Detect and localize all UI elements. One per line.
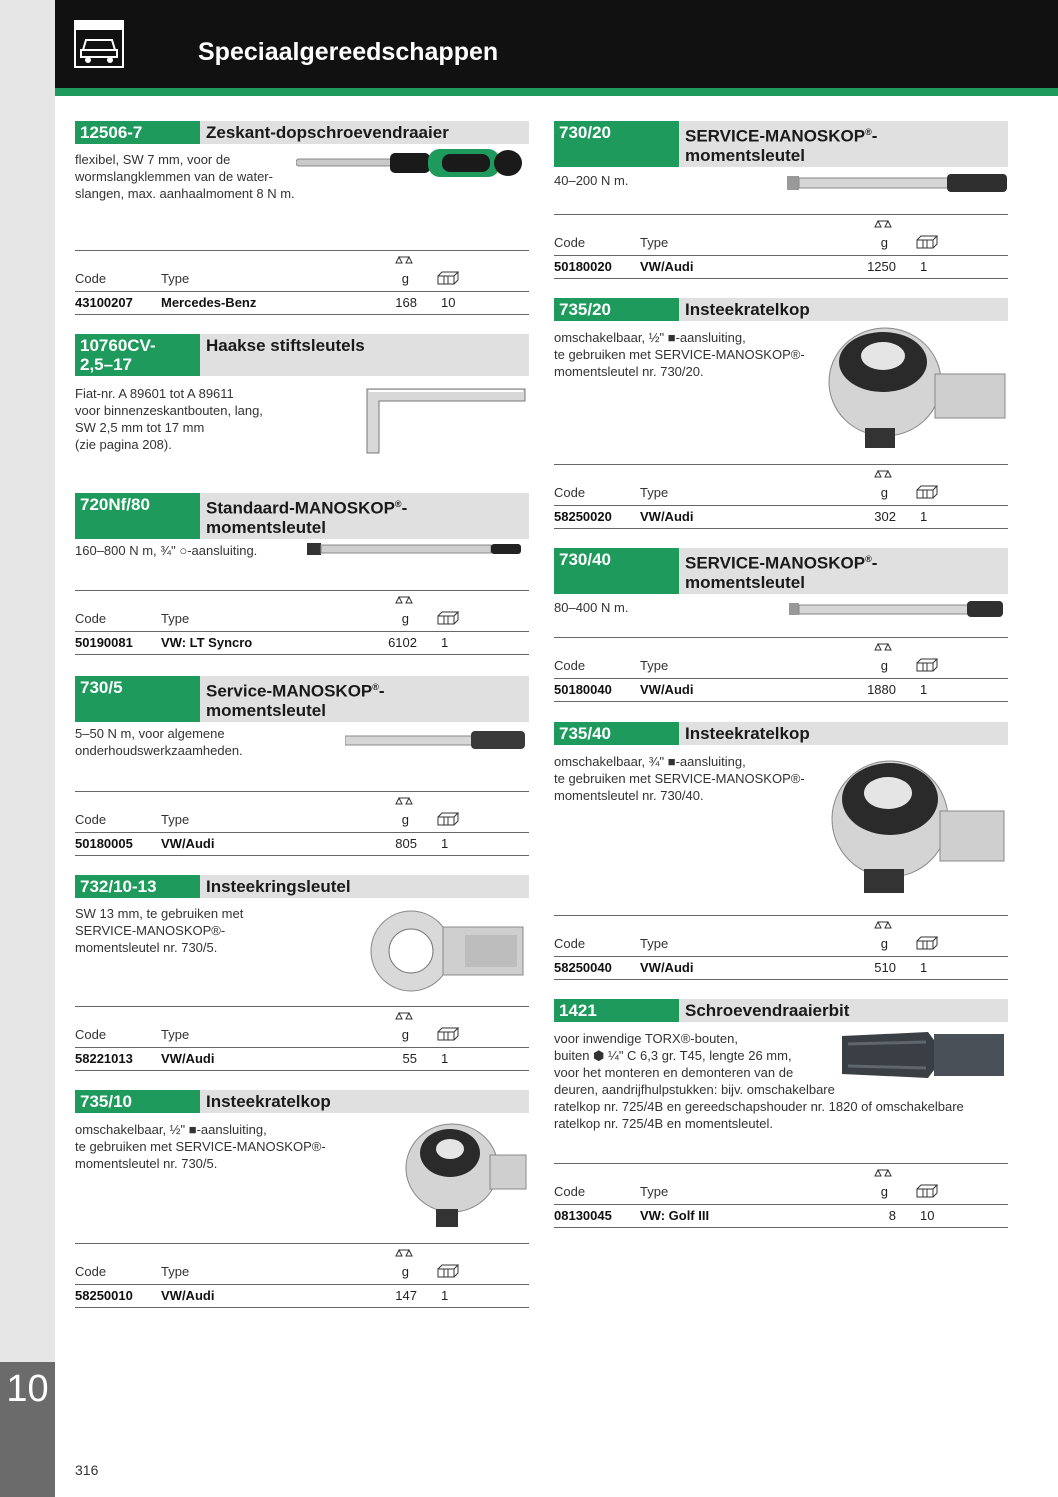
table-row: 50180040 VW/Audi 1880 1	[554, 679, 1008, 702]
table-row: 58221013 VW/Audi 55 1	[75, 1048, 529, 1071]
product-title: SERVICE-MANOSKOP®- momentsleutel	[679, 121, 1008, 167]
col-type: Type	[161, 271, 190, 286]
col-code: Code	[554, 658, 586, 673]
weight-icon	[395, 796, 413, 806]
col-code: Code	[554, 485, 586, 500]
chapter-number: 10	[6, 1368, 49, 1410]
product-title: Zeskant-dopschroevendraaier	[200, 121, 529, 144]
package-icon	[916, 235, 938, 249]
col-code: Code	[554, 235, 586, 250]
weight-icon	[395, 1011, 413, 1021]
col-code: Code	[554, 1184, 586, 1199]
product-code: 735/40	[554, 722, 679, 745]
product-code: 735/20	[554, 298, 679, 321]
table-row: 50190081 VW: LT Syncro 6102 1	[75, 632, 529, 655]
col-code: Code	[75, 1027, 107, 1042]
col-code: Code	[75, 271, 107, 286]
package-icon	[437, 1027, 459, 1041]
col-type: Type	[640, 658, 669, 673]
weight-icon	[874, 920, 892, 930]
weight-icon	[874, 1168, 892, 1178]
table-row: 08130045 VW: Golf III 8 10	[554, 1205, 1008, 1228]
table-row: 50180005 VW/Audi 805 1	[75, 833, 529, 856]
product-description: voor inwendige TORX®-bouten, buiten ⬢ ¼" C 6,3 gr. T45, lengte 26 mm, voor het monteren en demonteren van de deuren, aandrijfhulpstukken: bijv. omschakelbare ratelkop nr. 725/4B en gereedschapshouder nr. 1820 of omschakelbare ratelkop nr. 725/4B en momentsleutel.	[554, 1031, 964, 1131]
product-code: 1421	[554, 999, 679, 1022]
product-title: Schroevendraaierbit	[679, 999, 1008, 1022]
product-12506-7	[75, 121, 529, 144]
product-description: Fiat-nr. A 89601 tot A 89611 voor binnenzeskantbouten, lang, SW 2,5 mm tot 17 mm (zie pagina 208).	[75, 386, 263, 452]
ring-insert-image	[365, 905, 530, 997]
hex-key-image	[355, 383, 530, 459]
col-code: Code	[75, 1264, 107, 1279]
col-type: Type	[640, 235, 669, 250]
product-code: 730/40	[554, 548, 679, 594]
product-code: 12506-7	[75, 121, 200, 144]
col-weight: g	[401, 812, 409, 827]
product-title: Insteekratelkop	[679, 722, 1008, 745]
product-table	[75, 590, 529, 655]
col-code: Code	[75, 611, 107, 626]
product-table	[554, 1163, 1008, 1228]
col-type: Type	[640, 936, 669, 951]
product-table	[75, 1243, 529, 1308]
package-icon	[437, 812, 459, 826]
screwdriver-image	[296, 146, 528, 180]
product-description: flexibel, SW 7 mm, voor de wormslangklemmen van de water- slangen, max. aanhaalmoment 8 N m.	[75, 152, 295, 201]
product-description: 160–800 N m, ¾" ○-aansluiting.	[75, 543, 258, 558]
product-code: 732/10-13	[75, 875, 200, 898]
product-description: omschakelbaar, ½" ■-aansluiting, te gebruiken met SERVICE-MANOSKOP®- momentsleutel nr. 730/5.	[75, 1122, 326, 1171]
car-icon	[74, 20, 124, 68]
col-weight: g	[401, 1264, 409, 1279]
torque-wrench-image	[789, 598, 1004, 620]
torque-wrench-image	[307, 540, 521, 558]
product-720nf-80	[75, 493, 529, 539]
product-title: SERVICE-MANOSKOP®- momentsleutel	[679, 548, 1008, 594]
col-weight: g	[401, 611, 409, 626]
package-icon	[916, 1184, 938, 1198]
sidebar	[0, 0, 55, 1497]
col-type: Type	[161, 1264, 190, 1279]
product-10760cv	[75, 334, 529, 376]
product-code: 720Nf/80	[75, 493, 200, 539]
col-type: Type	[161, 812, 190, 827]
product-title: Insteekratelkop	[679, 298, 1008, 321]
product-735-10	[75, 1090, 529, 1113]
product-title: Insteekratelkop	[200, 1090, 529, 1113]
product-table	[75, 1006, 529, 1071]
package-icon	[437, 271, 459, 285]
weight-icon	[395, 1248, 413, 1258]
product-description: omschakelbaar, ½" ■-aansluiting, te gebruiken met SERVICE-MANOSKOP®- momentsleutel nr. 730/20.	[554, 330, 805, 379]
table-row: 50180020 VW/Audi 1250 1	[554, 256, 1008, 279]
product-code: 730/20	[554, 121, 679, 167]
product-730-5	[75, 676, 529, 722]
ratchet-head-image	[402, 1113, 530, 1233]
package-icon	[437, 611, 459, 625]
screwdriver-bit-image	[838, 1028, 1008, 1082]
weight-icon	[874, 642, 892, 652]
product-description: 5–50 N m, voor algemene onderhoudswerkzaamheden.	[75, 726, 243, 758]
product-table	[75, 791, 529, 856]
product-description: SW 13 mm, te gebruiken met SERVICE-MANOSKOP®- momentsleutel nr. 730/5.	[75, 906, 244, 955]
page-number: 316	[75, 1462, 99, 1478]
package-icon	[437, 1264, 459, 1278]
product-table	[554, 464, 1008, 529]
col-type: Type	[640, 1184, 669, 1199]
product-1421	[554, 999, 1008, 1022]
product-title: Haakse stiftsleutels	[200, 334, 529, 376]
product-table	[554, 637, 1008, 702]
table-row: 43100207 Mercedes-Benz 168 10	[75, 292, 529, 315]
product-code: 735/10	[75, 1090, 200, 1113]
col-type: Type	[161, 611, 190, 626]
col-type: Type	[161, 1027, 190, 1042]
package-icon	[916, 658, 938, 672]
product-description: 40–200 N m.	[554, 173, 629, 188]
col-weight: g	[880, 1184, 888, 1199]
torque-wrench-image	[787, 172, 1009, 194]
torque-wrench-image	[345, 728, 527, 752]
table-row: 58250040 VW/Audi 510 1	[554, 957, 1008, 980]
weight-icon	[395, 595, 413, 605]
product-730-40	[554, 548, 1008, 594]
table-row: 58250020 VW/Audi 302 1	[554, 506, 1008, 529]
product-table	[554, 915, 1008, 980]
product-title: Standaard-MANOSKOP®- momentsleutel	[200, 493, 529, 539]
product-table	[554, 214, 1008, 279]
package-icon	[916, 485, 938, 499]
col-weight: g	[880, 485, 888, 500]
page-title: Speciaalgereedschappen	[198, 38, 499, 66]
product-732-10-13	[75, 875, 529, 898]
header-divider	[55, 88, 1058, 96]
col-weight: g	[880, 936, 888, 951]
product-code: 730/5	[75, 676, 200, 722]
col-weight: g	[401, 271, 409, 286]
product-table	[75, 250, 529, 315]
weight-icon	[874, 469, 892, 479]
ratchet-head-image	[825, 322, 1010, 452]
product-code: 10760CV- 2,5–17	[75, 334, 200, 376]
table-row: 58250010 VW/Audi 147 1	[75, 1285, 529, 1308]
product-description: 80–400 N m.	[554, 600, 629, 615]
package-icon	[916, 936, 938, 950]
weight-icon	[874, 219, 892, 229]
col-weight: g	[401, 1027, 409, 1042]
product-title: Insteekringsleutel	[200, 875, 529, 898]
product-735-20	[554, 298, 1008, 321]
product-description: omschakelbaar, ¾" ■-aansluiting, te gebruiken met SERVICE-MANOSKOP®- momentsleutel nr. 730/40.	[554, 754, 805, 803]
col-code: Code	[75, 812, 107, 827]
ratchet-head-image	[828, 755, 1008, 905]
product-735-40	[554, 722, 1008, 745]
col-type: Type	[640, 485, 669, 500]
col-code: Code	[554, 936, 586, 951]
product-730-20	[554, 121, 1008, 167]
product-title: Service-MANOSKOP®- momentsleutel	[200, 676, 529, 722]
col-weight: g	[880, 235, 888, 250]
weight-icon	[395, 255, 413, 265]
col-weight: g	[880, 658, 888, 673]
